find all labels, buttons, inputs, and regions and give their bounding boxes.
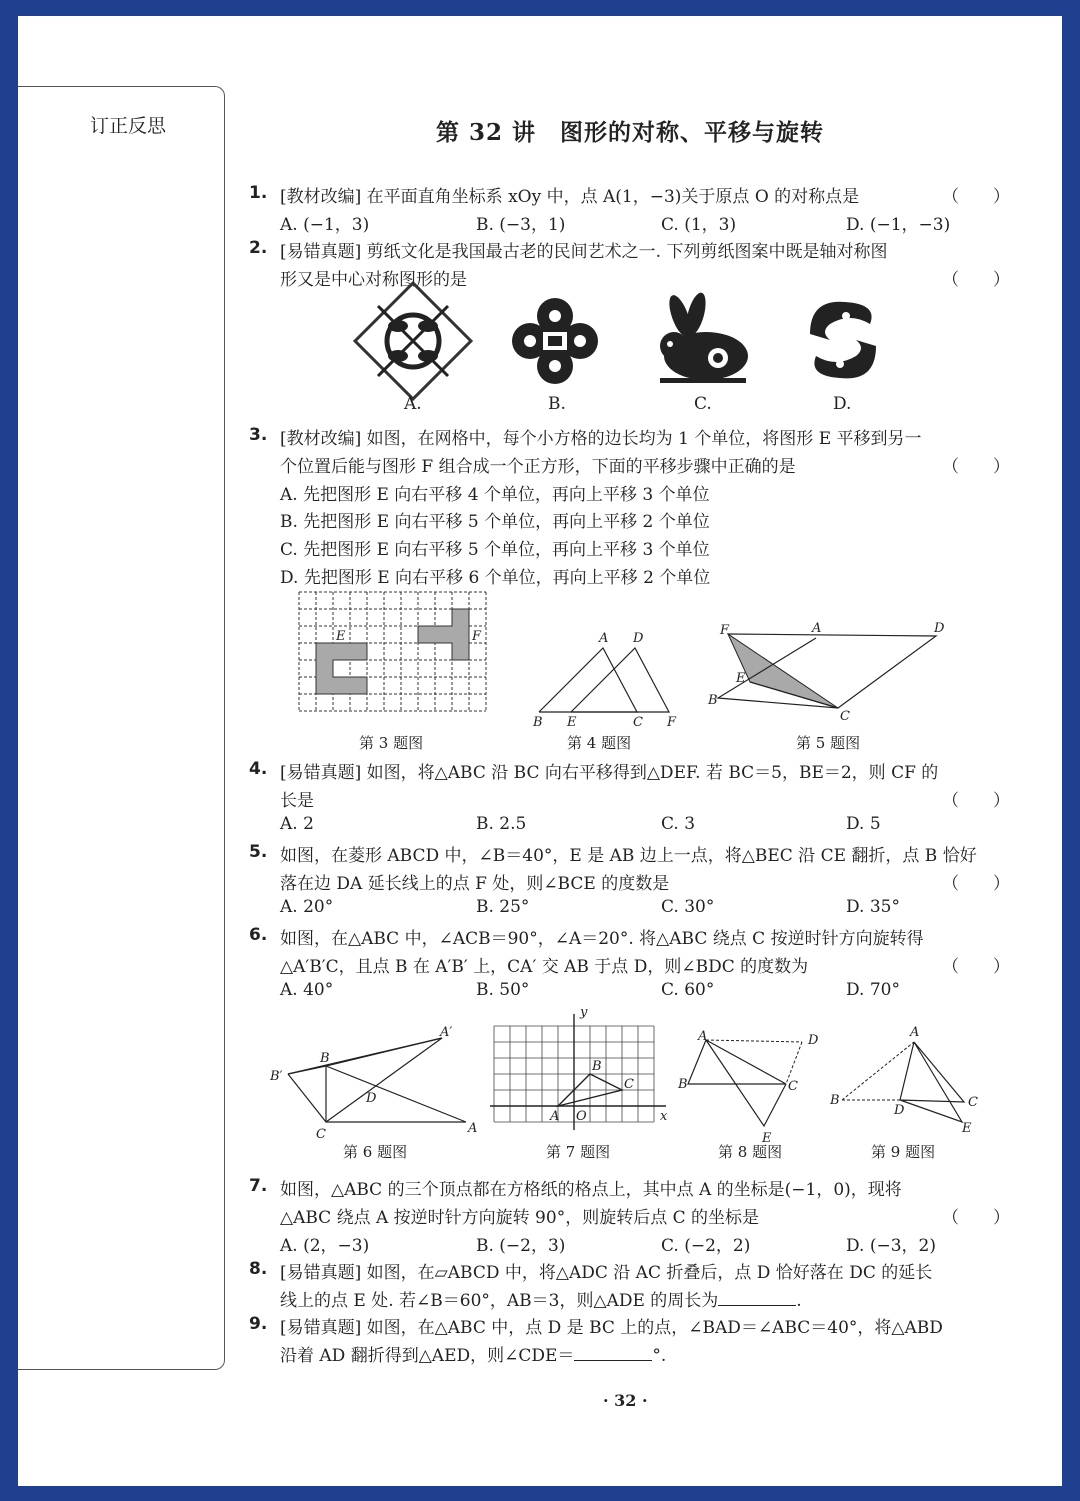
label-e: E [736, 671, 746, 686]
label-d: D [894, 1103, 905, 1118]
answer-paren: （ ） [942, 270, 1010, 290]
papercut-fish-pattern [368, 296, 458, 386]
papercut-flower-pattern [510, 296, 600, 386]
question-text: [易错真题] 剪纸文化是我国最古老的民间艺术之一. 下列剪纸图案中既是轴对称图 [280, 242, 888, 262]
label-f: F [667, 715, 677, 730]
label-c: C [788, 1079, 798, 1094]
label-o: O [576, 1109, 587, 1124]
answer-paren: （ ） [942, 957, 1010, 977]
label-b: B [830, 1093, 840, 1108]
label-d: D [366, 1091, 377, 1106]
figure-9-caption: 第 9 题图 [871, 1143, 936, 1161]
option-b: B. (−2，3) [476, 1236, 566, 1256]
label-a: A [550, 1109, 560, 1124]
option-a: A. [404, 394, 422, 414]
option-d: D. 35° [846, 897, 900, 917]
option-a: A. 20° [280, 897, 334, 917]
label-a: A [468, 1121, 478, 1136]
question-text: 如图，△ABC 的三个顶点都在方格纸的格点上，其中点 A 的坐标是(−1，0)，现将 [280, 1180, 902, 1200]
option-c: C. 3 [661, 814, 696, 834]
option-c: C. 60° [661, 980, 715, 1000]
label-a: A [599, 631, 609, 646]
option-c: C. 30° [661, 897, 715, 917]
question-text: [易错真题] 如图，在▱ABCD 中，将△ADC 沿 AC 折叠后，点 D 恰好落在 DC 的延长 [280, 1263, 933, 1283]
figure-4-translation [533, 628, 677, 730]
correction-sidebar [18, 86, 225, 1370]
option-a: A. (2，−3) [280, 1236, 370, 1256]
question-text: 形又是中心对称图形的是 [280, 270, 467, 290]
answer-paren: （ ） [942, 791, 1010, 811]
figure-6-rotation [270, 1025, 480, 1142]
option-b: B. 25° [476, 897, 530, 917]
option-d: D. [833, 394, 852, 414]
label-e: E [962, 1121, 972, 1136]
question-number: 6. [249, 925, 268, 945]
label-b: B [678, 1077, 688, 1092]
lesson-title: 第 32 讲 图形的对称、平移与旋转 [436, 119, 825, 146]
label-a: A [698, 1029, 708, 1044]
option-c: C. (−2，2) [661, 1236, 751, 1256]
figure-5-caption: 第 5 题图 [796, 734, 861, 752]
question-text: △A′B′C，且点 B 在 A′B′ 上，CA′ 交 AB 于点 D，则∠BDC 的度数为 [280, 957, 809, 977]
figure-8-parallelogram-fold [678, 1029, 828, 1146]
figure-3-caption: 第 3 题图 [359, 734, 424, 752]
label-b: B [592, 1059, 602, 1074]
question-text: △ABC 绕点 A 按逆时针方向旋转 90°，则旋转后点 C 的坐标是 [280, 1208, 760, 1228]
question-tail: . [796, 1291, 802, 1311]
question-number: 4. [249, 759, 268, 779]
figure-7-coordinate-grid [490, 1005, 670, 1133]
option-a: A. 先把图形 E 向右平移 4 个单位，再向上平移 3 个单位 [280, 485, 710, 505]
figure-6-caption: 第 6 题图 [343, 1143, 408, 1161]
label-f: F [720, 623, 730, 638]
question-number: 7. [249, 1176, 268, 1196]
question-text-part: 沿着 AD 翻折得到△AED，则∠CDE＝ [280, 1346, 575, 1366]
sidebar-title: 订正反思 [90, 115, 167, 137]
label-d: D [633, 631, 644, 646]
option-d: D. (−3，2) [846, 1236, 936, 1256]
question-text: [教材改编] 如图，在网格中，每个小方格的边长均为 1 个单位，将图形 E 平移到另一 [280, 429, 922, 449]
option-a: A. (−1，3) [280, 215, 370, 235]
label-c: C [624, 1077, 634, 1092]
figure-9-triangle-fold [830, 1022, 980, 1134]
label-c: C [633, 715, 643, 730]
option-d: D. (−1，−3) [846, 215, 951, 235]
label-d: D [808, 1033, 819, 1048]
figure-8-caption: 第 8 题图 [718, 1143, 783, 1161]
question-text: [易错真题] 如图，在△ABC 中，点 D 是 BC 上的点，∠BAD＝∠ABC＝40°，将△ABD [280, 1318, 943, 1338]
question-text: [易错真题] 如图，将△ABC 沿 BC 向右平移得到△DEF. 若 BC＝5，BE＝2，则 CF 的 [280, 763, 939, 783]
option-b: B. 50° [476, 980, 530, 1000]
option-b: B. (−3，1) [476, 215, 566, 235]
question-text [280, 1341, 666, 1366]
answer-paren: （ ） [942, 457, 1010, 477]
label-a: A [910, 1025, 920, 1040]
option-b: B. 2.5 [476, 814, 527, 834]
option-b: B. 先把图形 E 向右平移 5 个单位，再向上平移 2 个单位 [280, 512, 710, 532]
label-e: E [567, 715, 577, 730]
figure-3-grid [299, 592, 487, 712]
answer-paren: （ ） [942, 187, 1010, 207]
option-a: A. 40° [280, 980, 334, 1000]
question-text-part: 线上的点 E 处. 若∠B＝60°，AB＝3，则△ADE 的周长为 [280, 1291, 719, 1311]
question-text: [教材改编] 在平面直角坐标系 xOy 中，点 A(1，−3)关于原点 O 的对称点是 [280, 187, 860, 207]
option-d: D. 70° [846, 980, 900, 1000]
question-text: 长是 [280, 791, 314, 811]
option-a: A. 2 [280, 814, 314, 834]
question-text: 个位置后能与图形 F 组合成一个正方形，下面的平移步骤中正确的是 [280, 457, 796, 477]
question-number: 1. [249, 183, 268, 203]
question-number: 5. [249, 842, 268, 862]
label-b: B [320, 1051, 330, 1066]
label-c: C [968, 1095, 978, 1110]
papercut-fish-swirl [800, 294, 886, 386]
question-text [280, 1286, 802, 1311]
papercut-rabbit [654, 294, 750, 384]
label-b: B [533, 715, 543, 730]
question-text: 如图，在△ABC 中，∠ACB＝90°，∠A＝20°. 将△ABC 绕点 C 按逆时针方向旋转得 [280, 929, 924, 949]
page-number: · 32 · [603, 1391, 648, 1410]
question-number: 3. [249, 425, 268, 445]
answer-paren: （ ） [942, 1208, 1010, 1228]
label-a: A [812, 621, 822, 636]
question-text: 落在边 DA 延长线上的点 F 处，则∠BCE 的度数是 [280, 874, 670, 894]
label-y: y [580, 1005, 588, 1020]
label-d: D [934, 621, 945, 636]
page [18, 16, 1062, 1486]
label-a-prime: A′ [440, 1025, 453, 1040]
option-d: D. 5 [846, 814, 881, 834]
answer-blank[interactable] [574, 1346, 652, 1361]
answer-blank[interactable] [718, 1291, 796, 1306]
label-x: x [660, 1109, 668, 1124]
option-d: D. 先把图形 E 向右平移 6 个单位，再向上平移 2 个单位 [280, 568, 711, 588]
label-e: E [336, 629, 346, 644]
label-c: C [316, 1127, 326, 1142]
option-b: B. [548, 394, 566, 414]
label-f: F [472, 629, 482, 644]
label-b-prime: B′ [270, 1069, 283, 1084]
figure-4-caption: 第 4 题图 [567, 734, 632, 752]
label-c: C [840, 709, 850, 724]
question-number: 2. [249, 238, 268, 258]
option-c: C. [694, 394, 712, 414]
question-tail: °. [652, 1346, 667, 1366]
question-number: 9. [249, 1314, 268, 1334]
figure-5-rhombus-fold [706, 622, 956, 722]
figure-7-caption: 第 7 题图 [546, 1143, 611, 1161]
option-c: C. 先把图形 E 向右平移 5 个单位，再向上平移 3 个单位 [280, 540, 710, 560]
question-number: 8. [249, 1259, 268, 1279]
answer-paren: （ ） [942, 874, 1010, 894]
label-e: E [762, 1131, 772, 1146]
option-c: C. (1，3) [661, 215, 737, 235]
label-b: B [708, 693, 718, 708]
question-text: 如图，在菱形 ABCD 中，∠B＝40°，E 是 AB 边上一点，将△BEC 沿 CE 翻折，点 B 恰好 [280, 846, 977, 866]
